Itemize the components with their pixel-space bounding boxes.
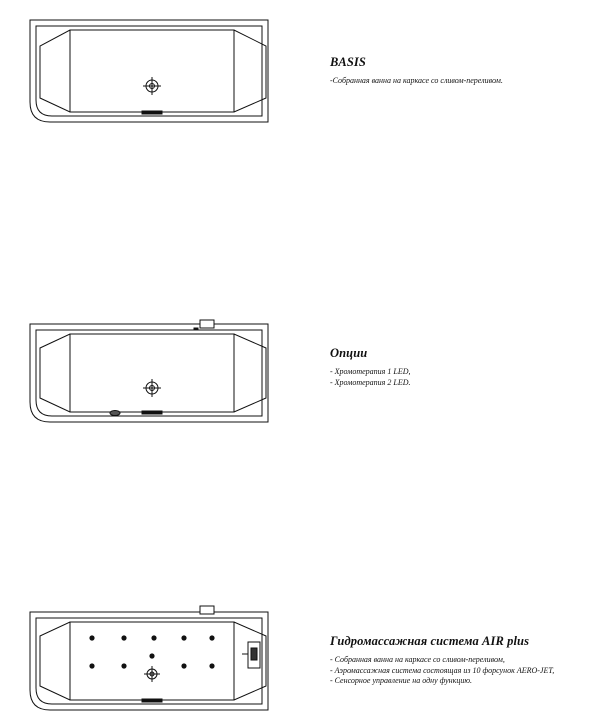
control-unit-top bbox=[200, 606, 214, 614]
section-title: BASIS bbox=[330, 55, 366, 69]
drain-icon bbox=[144, 666, 160, 682]
bathtub-air-plus-drawing bbox=[28, 604, 270, 712]
overflow-fitting bbox=[142, 699, 162, 702]
air-jet-icons bbox=[89, 635, 214, 668]
section-basis bbox=[330, 55, 585, 87]
overflow-fitting bbox=[142, 111, 162, 114]
feature-line: - Сенсорное управление на одну функцию. bbox=[330, 676, 472, 685]
section-title: Гидромассажная система AIR plus bbox=[330, 634, 530, 648]
feature-line: -Собранная ванна на каркасе со сливом-переливом. bbox=[330, 76, 503, 85]
feature-line: - Хромотерапия 1 LED, bbox=[330, 367, 411, 376]
overflow-fitting bbox=[142, 411, 162, 414]
feature-line: - Аэромассажная система состоящая из 10 форсунок AERO-JET, bbox=[330, 665, 555, 675]
feature-line: - Собранная ванна на каркасе со сливом-переливом, bbox=[330, 655, 505, 664]
bathtub-options-drawing bbox=[28, 318, 270, 424]
section-air-plus bbox=[330, 634, 585, 687]
bathtub-basis-drawing bbox=[28, 18, 270, 124]
blower-unit-icon bbox=[242, 642, 260, 668]
drain-icon bbox=[143, 379, 161, 397]
feature-line: - Хромотерапия 2 LED. bbox=[330, 377, 411, 387]
section-options bbox=[330, 346, 585, 388]
led-light-icon bbox=[110, 411, 120, 416]
section-title: Опции bbox=[330, 346, 368, 360]
drain-icon bbox=[143, 77, 161, 95]
led-unit-top bbox=[200, 320, 214, 328]
